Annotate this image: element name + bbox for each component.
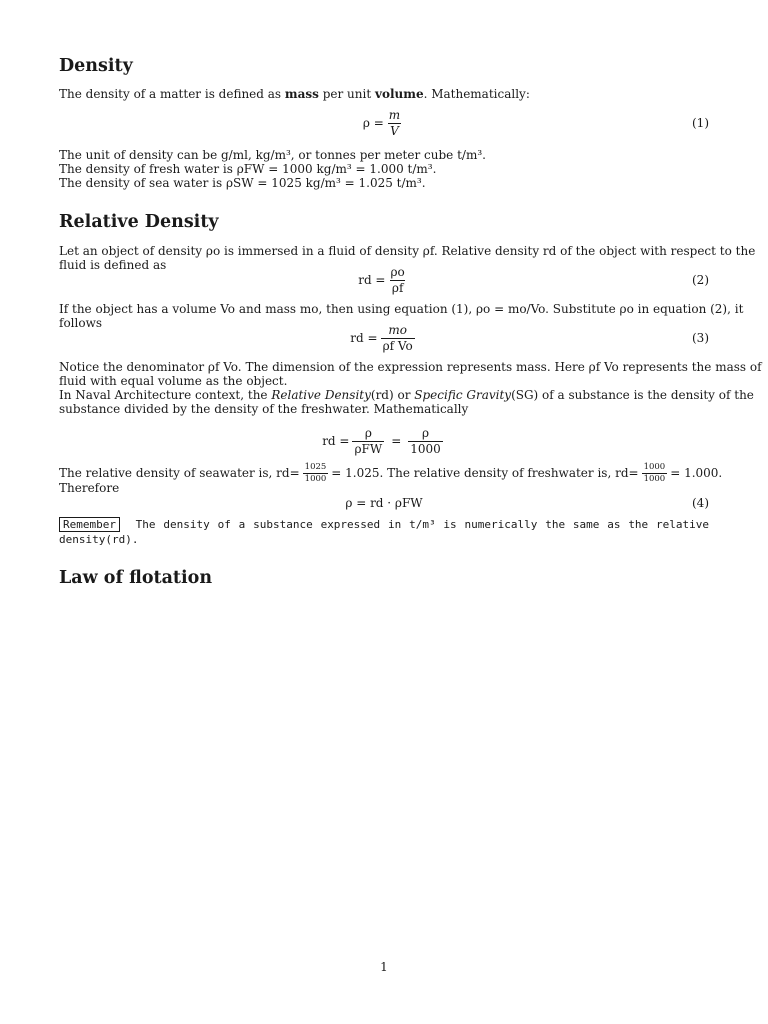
page-number: 1 <box>380 960 388 974</box>
relative-density-paragraph-line: fluid is defined as <box>59 258 167 272</box>
remember-note: Remember The density of a substance expressed in t/m³ is numerically the same as the relative <box>59 518 709 532</box>
denominator-paragraph-line: Notice the denominator ρf Vo. The dimension of the expression represents mass. Here ρf Vo represents the mass of <box>59 360 762 374</box>
section-heading-relative-density: Relative Density <box>59 212 219 232</box>
section-heading-law-of-flotation: Law of flotation <box>59 568 213 588</box>
fraction-m-over-v: $\frac{m}{V}$ <box>388 107 401 138</box>
equation-number: (2) <box>692 273 709 287</box>
equation-number: (3) <box>692 331 709 345</box>
fresh-water-density: The density of fresh water is ρFW = 1000 kg/m³ = 1.000 t/m³. <box>59 162 437 176</box>
term-volume: volume <box>374 87 424 101</box>
volume-mass-paragraph-line: If the object has a volume Vo and mass mo, then using equation (1), ρo = mo/Vo. Substitute ρo in equation (2), it <box>59 302 744 316</box>
naval-architecture-paragraph-line: In Naval Architecture context, the Relative Density(rd) or Specific Gravity(SG) of a substance is the density of the <box>59 388 754 402</box>
equation-number: (4) <box>692 496 709 510</box>
equation-4: ρ = rd · ρFW (4) <box>345 496 709 510</box>
equation-rd-definition: rd = $\frac{\rho}{\text{ρFW}}$ = $\frac{\rho}{1000}$ <box>322 425 441 456</box>
term-relative-density: Relative Density <box>271 388 371 402</box>
density-units: The unit of density can be g/ml, kg/m³, or tonnes per meter cube t/m³. <box>59 148 486 162</box>
denominator-paragraph-line: fluid with equal volume as the object. <box>59 374 288 388</box>
equation-number: (1) <box>692 116 709 130</box>
therefore-line: Therefore <box>59 481 120 495</box>
relative-density-examples: The relative density of seawater is, rd= $\frac{1025}{1000}$ = 1.025. The relative density of freshwater is, rd= $\frac{1000}{1000}$ = 1.000. <box>59 461 723 484</box>
equation-1: ρ = $\frac{m}{V}$ (1) <box>362 107 709 138</box>
term-mass: mass <box>284 87 319 101</box>
equation-2: rd = $\frac{\rho o}{\rho f}$ (2) <box>358 264 709 295</box>
section-heading-density: Density <box>59 56 133 76</box>
fraction-freshwater: $\frac{1000}{1000}$ <box>643 461 666 484</box>
remember-label: Remember <box>59 517 120 532</box>
remember-note-line: density(rd). <box>59 533 139 546</box>
sea-water-density: The density of sea water is ρSW = 1025 kg/m³ = 1.025 t/m³. <box>59 176 426 190</box>
density-definition: The density of a matter is defined as mass per unit volume. Mathematically: <box>59 87 530 101</box>
naval-architecture-paragraph-line: substance divided by the density of the freshwater. Mathematically <box>59 402 469 416</box>
fraction-seawater: $\frac{1025}{1000}$ <box>304 461 327 484</box>
volume-mass-paragraph-line: follows <box>59 316 102 330</box>
term-specific-gravity: Specific Gravity <box>414 388 512 402</box>
relative-density-paragraph-line: Let an object of density ρo is immersed in a fluid of density ρf. Relative density rd of the object with respect to the <box>59 244 756 258</box>
equation-3: rd = $\frac{mo}{\text{ρf Vo}}$ (3) <box>350 322 709 353</box>
